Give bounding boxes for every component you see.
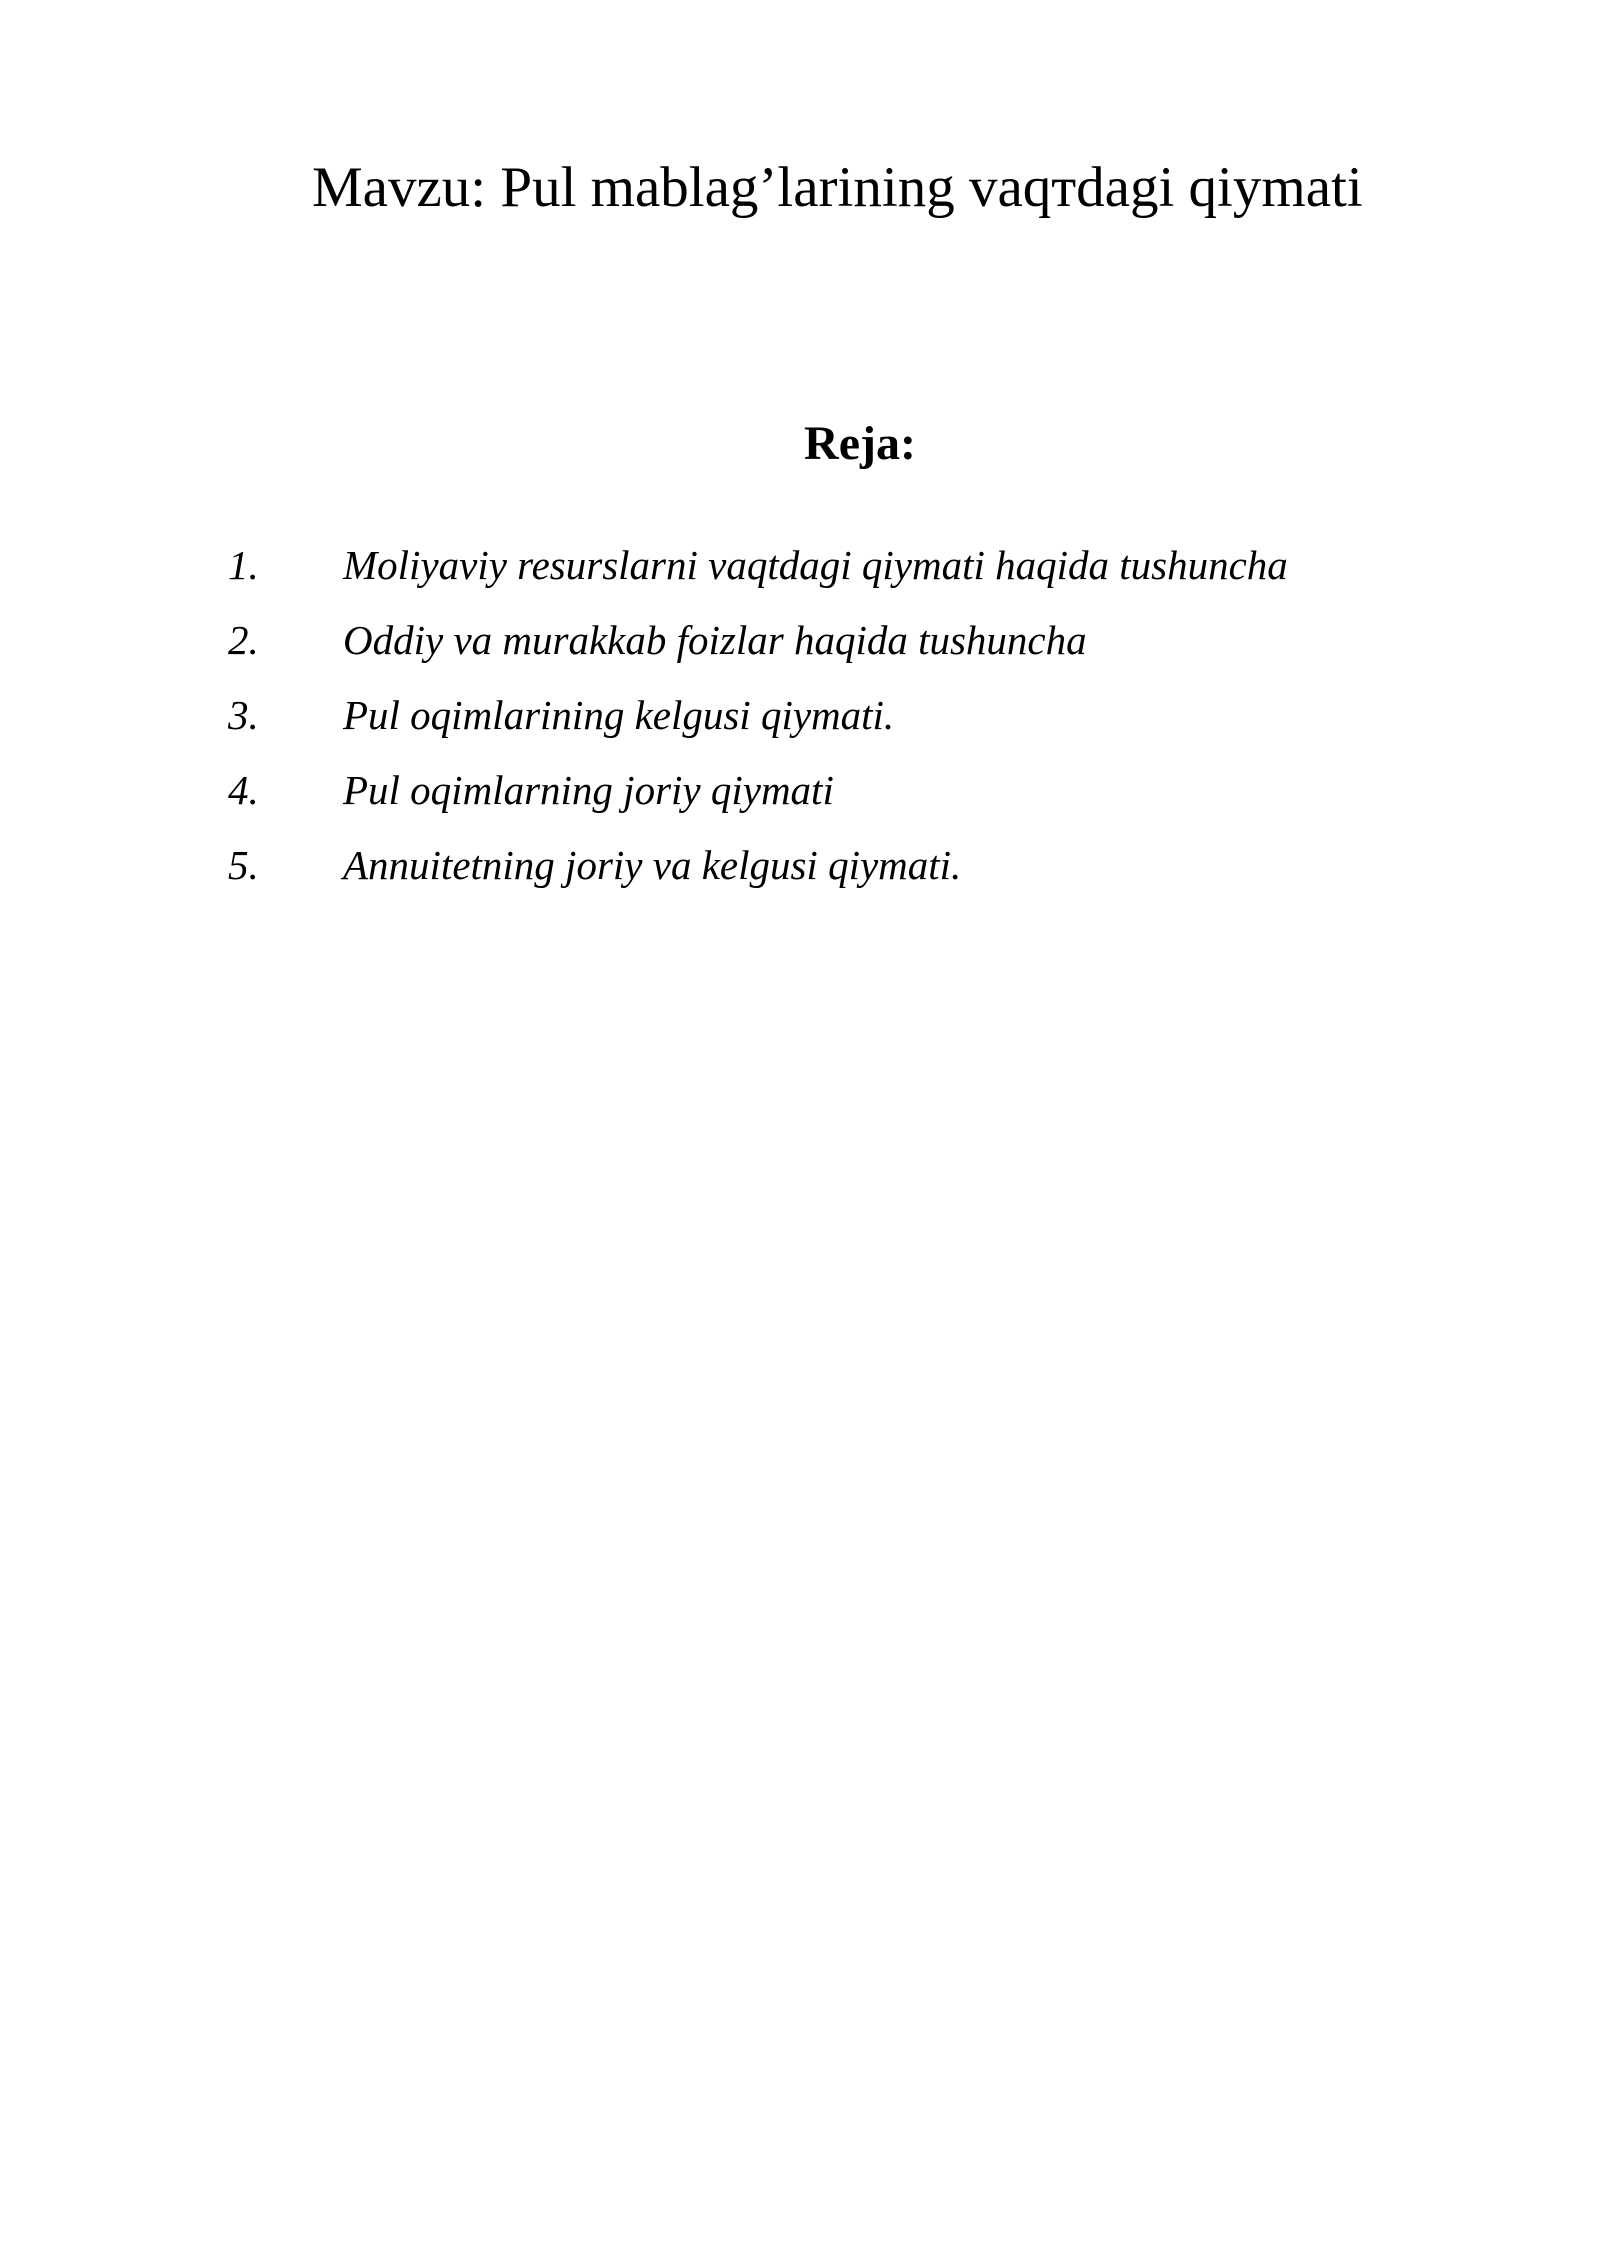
plan-item-text: Pul oqimlarning joriy qiymati (343, 767, 834, 813)
plan-item-text: Annuitetning joriy va kelgusi qiymati. (343, 842, 962, 888)
plan-item-text: Moliyaviy resurslarni vaqtdagi qiymati haqida tushuncha (343, 542, 1288, 588)
plan-item-number: 3. (228, 692, 259, 738)
plan-item-text: Pul oqimlarining kelgusi qiymati. (343, 692, 895, 738)
plan-heading: Reja: (804, 417, 916, 470)
plan-item-number: 5. (228, 842, 259, 888)
document-title: Mavzu: Pul mablag’larining vaqтdagi qiymati (312, 156, 1363, 219)
plan-item-text: Oddiy va murakkab foizlar haqida tushuncha (343, 617, 1087, 663)
plan-item-number: 2. (228, 617, 259, 663)
plan-item-number: 4. (228, 767, 259, 813)
plan-item-number: 1. (228, 542, 259, 588)
